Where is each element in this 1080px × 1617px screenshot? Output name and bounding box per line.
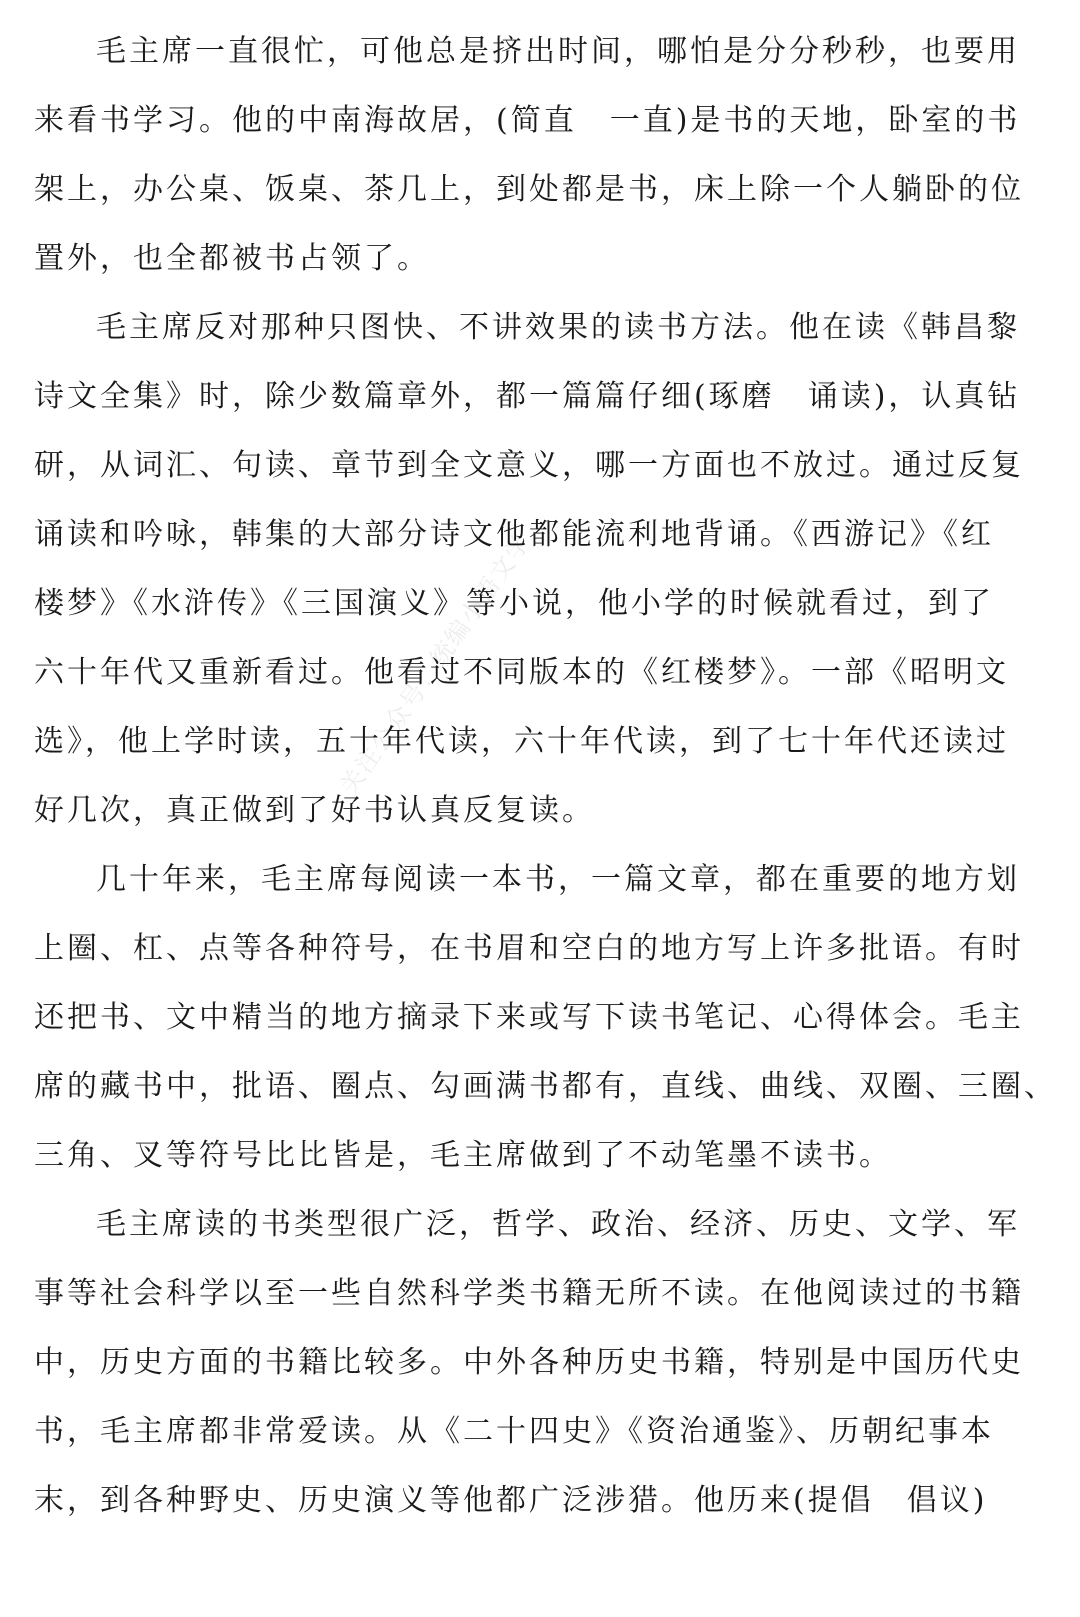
text-line-3: 架上，办公桌、饭桌、茶几上，到处都是书，床上除一个人躺卧的位 <box>34 172 1024 207</box>
text-line-7: 研，从词汇、句读、章节到全文意义，哪一方面也不放过。通过反复 <box>34 448 1024 483</box>
text-line-10: 六十年代又重新看过。他看过不同版本的《红楼梦》。一部《昭明文 <box>34 655 1009 690</box>
text-line-21: 书，毛主席都非常爱读。从《二十四史》《资治通鉴》、历朝纪事本 <box>34 1414 994 1449</box>
text-line-22: 末，到各种野史、历史演义等他都广泛涉猎。他历来(提倡 倡议) <box>34 1483 988 1518</box>
text-line-19: 事等社会科学以至一些自然科学类书籍无所不读。在他阅读过的书籍 <box>34 1276 1024 1311</box>
text-line-14: 上圈、杠、点等各种符号，在书眉和空白的地方写上许多批语。有时 <box>34 931 1024 966</box>
text-line-9: 楼梦》《水浒传》《三国演义》等小说，他小学的时候就看过，到了 <box>34 586 994 621</box>
watermark: 关注公众号：统编小语文学 <box>334 527 537 800</box>
text-line-20: 中，历史方面的书籍比较多。中外各种历史书籍，特别是中国历代史 <box>34 1345 1024 1380</box>
text-line-11: 选》，他上学时读，五十年代读，六十年代读，到了七十年代还读过 <box>34 724 1009 759</box>
text-line-18: 毛主席读的书类型很广泛，哲学、政治、经济、历史、文学、军 <box>96 1207 1020 1242</box>
text-line-6: 诗文全集》时，除少数篇章外，都一篇篇仔细(琢磨 诵读)，认真钻 <box>34 379 1021 414</box>
text-line-2: 来看书学习。他的中南海故居，(简直 一直)是书的天地，卧室的书 <box>34 103 1021 138</box>
text-line-8: 诵读和吟咏，韩集的大部分诗文他都能流利地背诵。《西游记》《红 <box>34 517 994 552</box>
text-line-15: 还把书、文中精当的地方摘录下来或写下读书笔记、心得体会。毛主 <box>34 1000 1024 1035</box>
text-line-1: 毛主席一直很忙，可他总是挤出时间，哪怕是分分秒秒，也要用 <box>96 34 1020 69</box>
text-line-5: 毛主席反对那种只图快、不讲效果的读书方法。他在读《韩昌黎 <box>96 310 1020 345</box>
text-line-17: 三角、叉等符号比比皆是，毛主席做到了不动笔墨不读书。 <box>34 1138 892 1173</box>
text-line-4: 置外，也全都被书占领了。 <box>34 241 430 276</box>
text-line-13: 几十年来，毛主席每阅读一本书，一篇文章，都在重要的地方划 <box>96 862 1020 897</box>
text-line-16: 席的藏书中，批语、圈点、勾画满书都有，直线、曲线、双圈、三圈、 <box>34 1069 1057 1104</box>
text-line-12: 好几次，真正做到了好书认真反复读。 <box>34 793 595 828</box>
